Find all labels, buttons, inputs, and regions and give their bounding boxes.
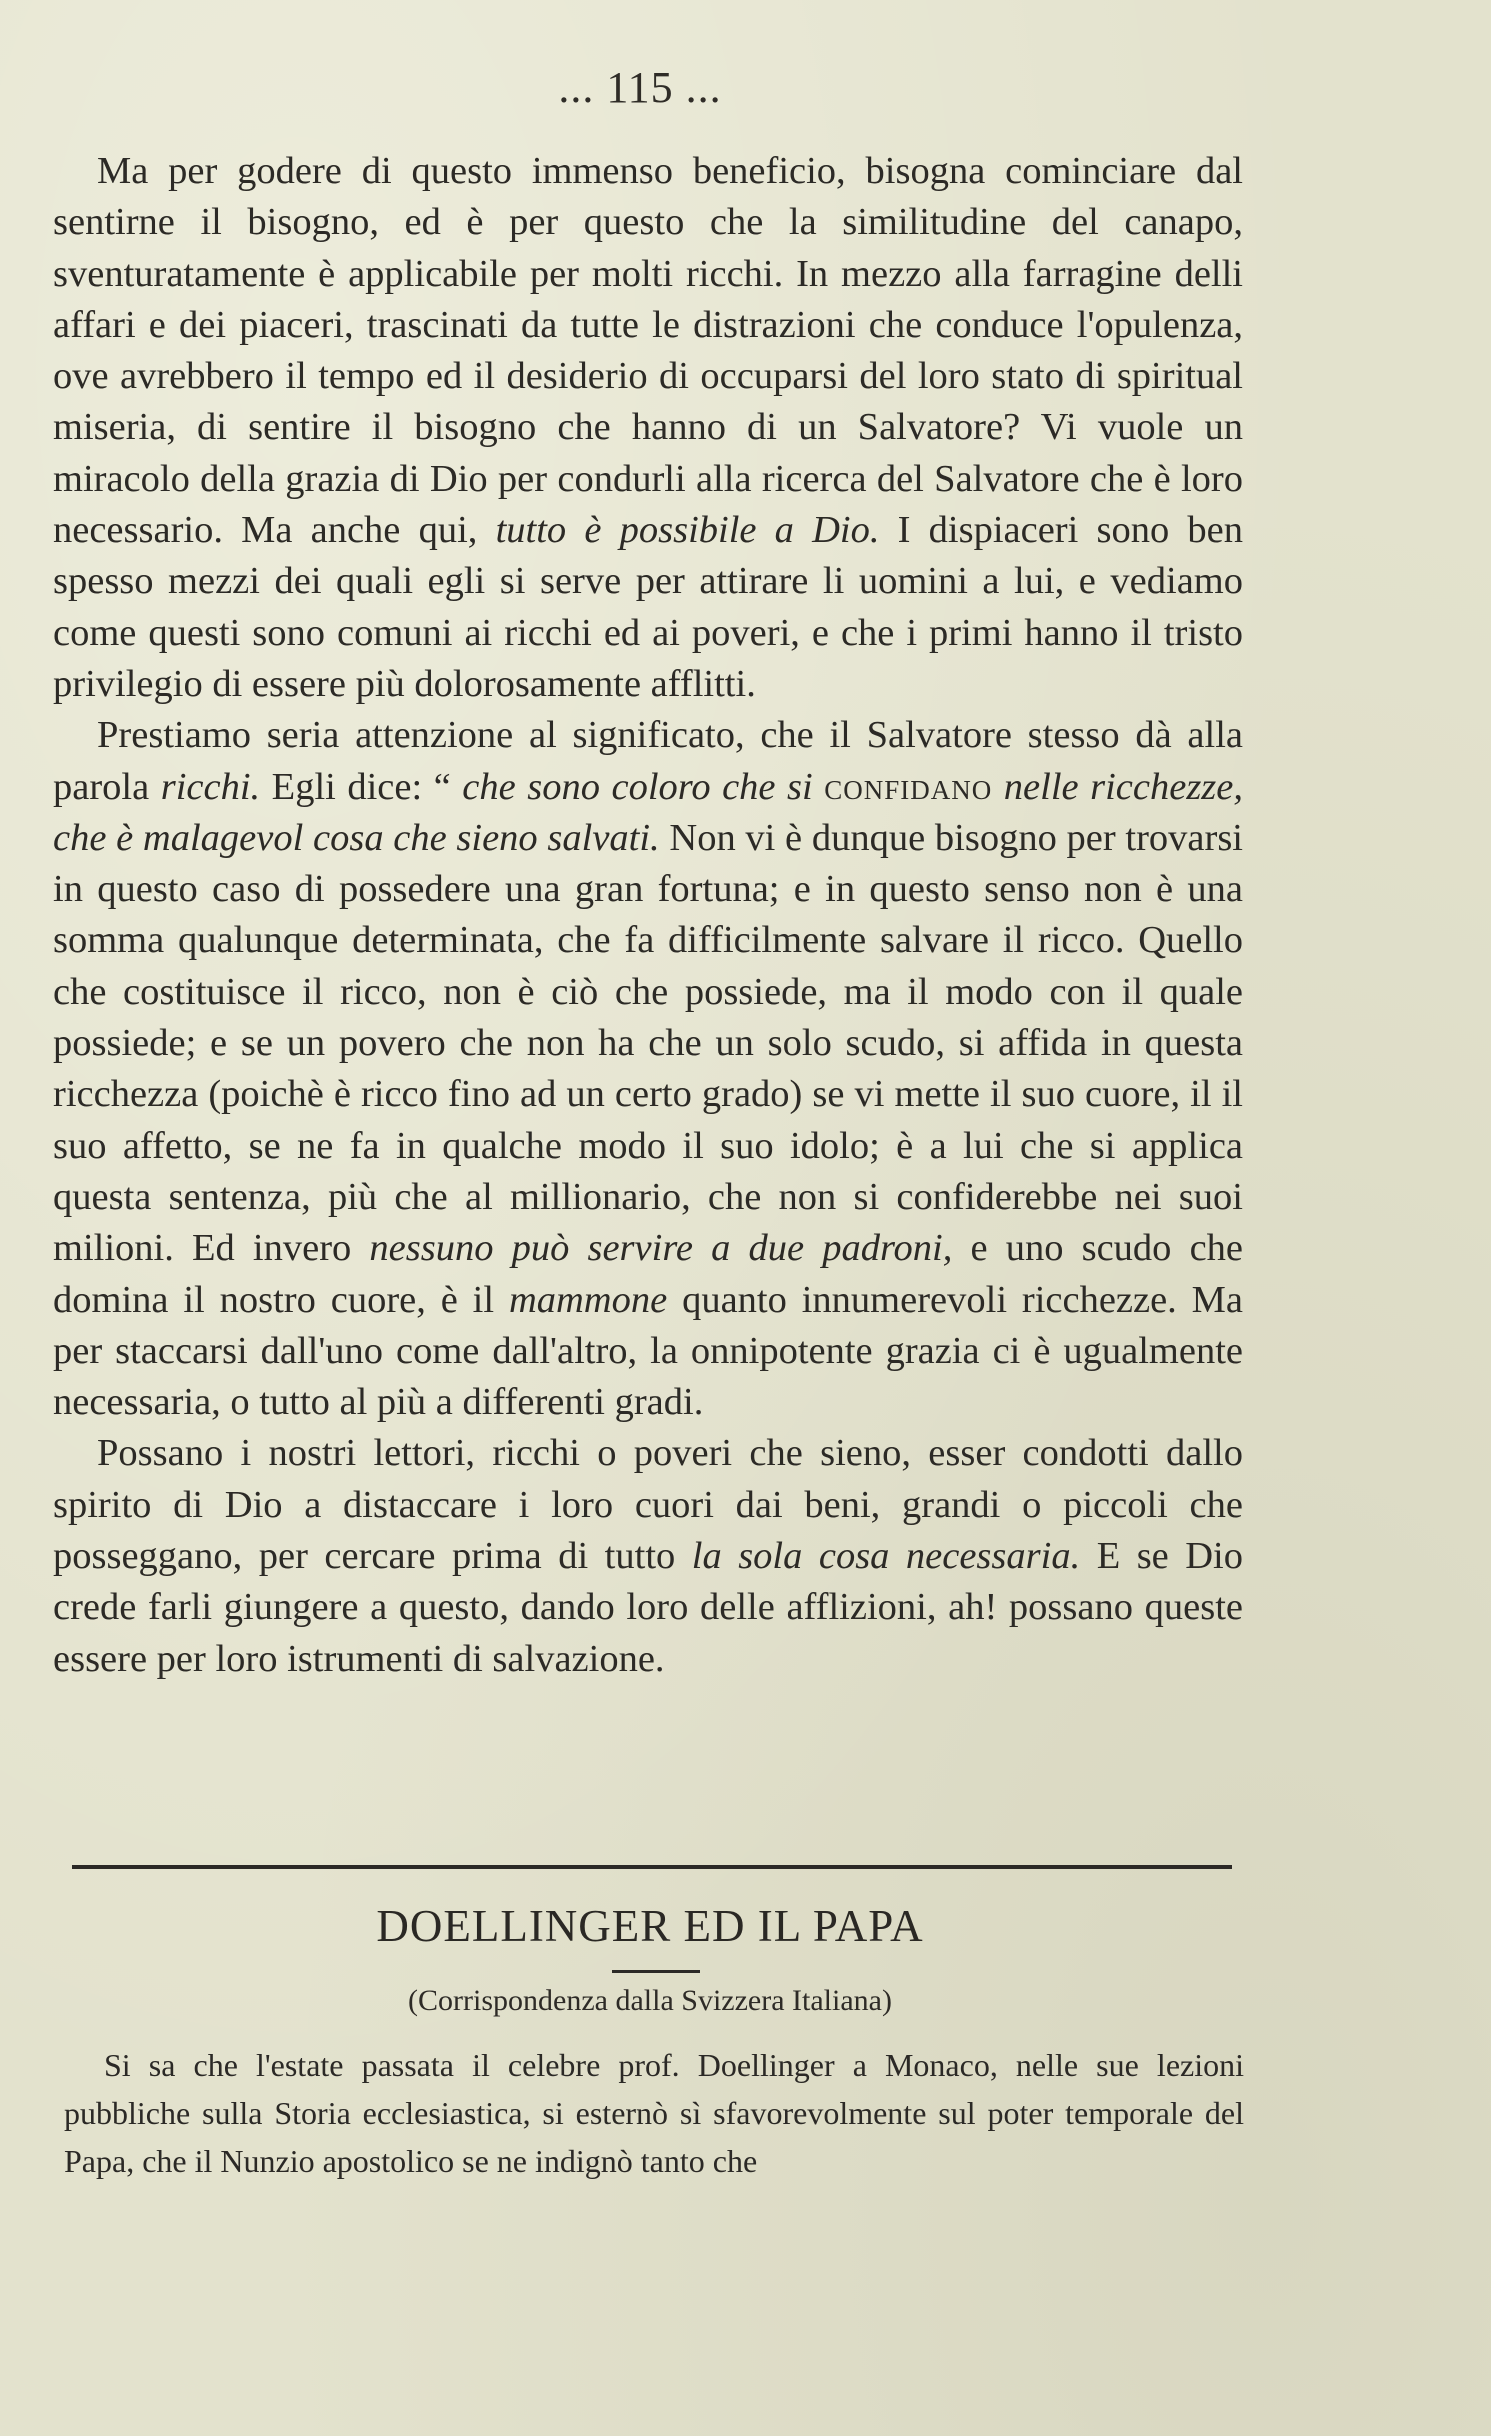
text-run: E se Dio crede farli giungere a questo, dando loro delle afflizioni, ah! possano queste essere per loro istrumenti di salvazione. [53,1535,1243,1680]
text-run: Possano i nostri lettori, ricchi o poveri che sieno, esser condotti dallo spirito di Dio a distaccare i loro cuori dai beni, grandi o piccoli che posseggano, per cercare prima di tutto [53,1432,1243,1578]
article-paragraph: Si sa che l'estate passata il celebre prof. Doellinger a Monaco, nelle sue lezioni pubbliche sulla Storia ecclesiastica, si esternò sì sfavorevolmente sul poter temporale del Papa, che il Nunzio apostolico se ne indignò tanto che [64,2047,1244,2179]
text-run: Prestiamo seria attenzione al significato, che il Salvatore stesso dà alla parola [53,714,1243,808]
article-title: DOELLINGER ED IL PAPA [376,1901,924,1951]
italic-run: nessuno può servire a due padroni, [369,1227,953,1270]
text-run: I dispiaceri sono ben spesso mezzi dei quali egli si serve per attirare li uomini a lui, e vediamo come questi sono comuni ai ricchi ed ai poveri, e che i primi hanno il tristo privilegio di essere più dolorosamente afflitti. [53,509,1243,705]
italic-run: nelle ricchezze, che è malagevol cosa che sieno salvati. [53,765,1244,859]
section-divider [72,1865,1232,1869]
text-run [813,766,825,808]
title-underline [612,1970,700,1973]
main-text [53,146,1243,1685]
italic-run: tutto è possibile a Dio. [495,509,880,552]
text-run: e uno scudo che domina il nostro cuore, è il [53,1227,1244,1321]
paragraph-1 [53,146,1243,710]
text-run: Non vi è dunque bisogno per trovarsi in questo caso di possedere una gran fortuna; e in questo senso non è una somma qualunque determinata, che fa difficilmente salvare il ricco. Quello che costituisce il ricco, non è ciò che possiede, ma il modo con il quale possiede; e se un povero che non ha che un solo scudo, si affida in questa ricchezza (poichè è ricco fino ad un certo grado) se vi mette il suo cuore, il il suo affetto, se ne fa in qualche modo il suo idolo; è a lui che si applica questa sentenza, più che al millionario, che non si confiderebbe nei suoi milioni. Ed invero [53,816,1244,1270]
article-subtitle: (Corrispondenza dalla Svizzera Italiana) [408,1984,892,2017]
paragraph-3 [53,1428,1243,1684]
italic-run: che sono coloro che si [462,765,813,808]
italic-run: ricchi. [160,765,261,808]
smallcaps-run: confidano [824,765,993,808]
italic-run: la sola cosa necessaria. [691,1535,1081,1578]
text-run [992,766,1004,808]
page-number: ... 115 ... [558,63,722,112]
text-run: Ma per godere di questo immenso beneficio, bisogna cominciare dal sentirne il bisogno, ed è per questo che la similitudine del canapo, sventuratamente è applicabile per molti ricchi. In mezzo alla farragine delli affari e dei piaceri, trascinati da tutte le distrazioni che conduce l'opulenza, ove avrebbero il tempo ed il desiderio di occuparsi del loro stato di spiritual miseria, di sentire il bisogno che hanno di un Salvatore? Vi vuole un miracolo della grazia di Dio per condurli alla ricerca del Salvatore che è loro necessario. Ma anche qui, [53,150,1243,552]
paragraph-2 [53,710,1243,1428]
text-run: quanto innumerevoli ricchezze. Ma per staccarsi dall'uno come dall'altro, la onnipotente grazia ci è ugualmente necessaria, o tutto al più a differenti gradi. [53,1278,1243,1424]
text-run: Egli dice: “ [260,765,463,808]
article-text [64,2041,1244,2185]
italic-run: mammone [508,1278,668,1321]
